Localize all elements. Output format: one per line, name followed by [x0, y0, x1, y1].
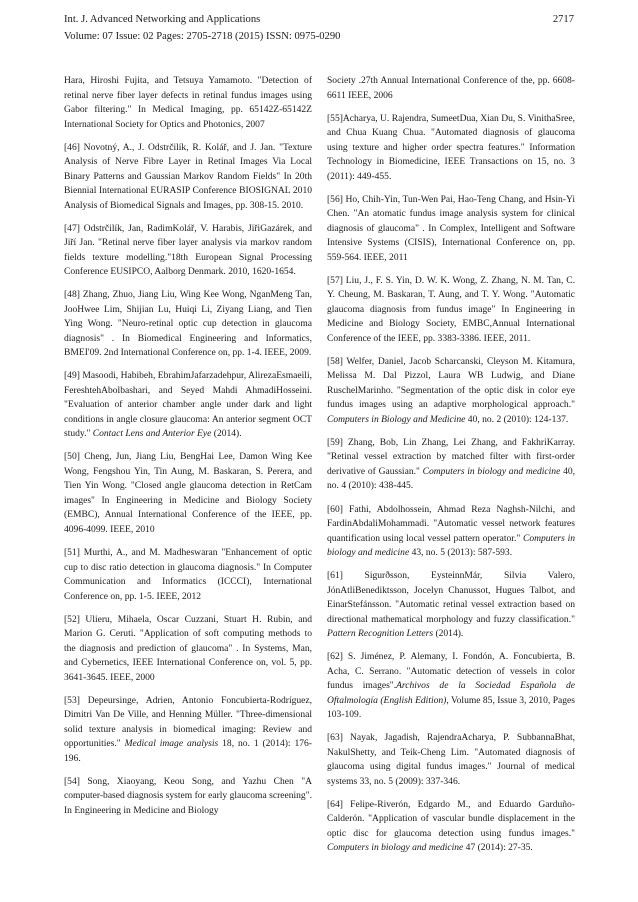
reference-text: 47 (2014): 27-35.: [463, 842, 533, 854]
reference-text: [63] Nayak, Jagadish, RajendraAcharya, P. SubbannaBhat, NakulShetty, and Teik-Cheng Lim. "Automated diagnosis of glaucoma using digital fundus images." Journal of medical systems 33, no. 5 (2009): 337-346.: [327, 732, 575, 787]
reference-text: [53] Depeursinge, Adrien, Antonio Foncubierta-Rodríguez, Dimitri Van De Ville, and Henning Müller. "Three-dimensional solid texture analysis in biomedical imaging: Review and opportunities.": [64, 694, 312, 750]
reference-text: [54] Song, Xiaoyang, Keou Song, and Yazhu Chen "A computer-based diagnosis system for early glaucoma screening". In Engineering in Medicine and Biology: [64, 775, 312, 816]
reference-source-title: Pattern Recognition Letters: [327, 628, 434, 640]
journal-title: Int. J. Advanced Networking and Applications: [64, 14, 261, 25]
reference-entry: [64, 613, 312, 686]
reference-text: Volume 85, Issue 3, 2010, Pages 103-109.: [327, 694, 575, 721]
reference-text: [59] Zhang, Bob, Lin Zhang, Lei Zhang, and FakhriKarray. "Retinal vessel extraction by matched filter with first-order derivative of Gaussian.": [327, 436, 575, 477]
page-header: [64, 12, 574, 45]
reference-text: Society .27th Annual International Conference of the, pp. 6608-6611 IEEE, 2006: [327, 75, 575, 101]
reference-source-title: Archivos de la Sociedad Española de Oftalmología (English Edition),: [327, 680, 575, 706]
reference-text: [56] Ho, Chih-Yin, Tun-Wen Pai, Hao-Teng Chang, and Hsin-Yi Chen. "An atomatic fundus image analysis system for clinical diagnosis of glaucoma" . In Complex, Intelligent and Software Intensive Systems (CISIS), International Conference on, pp. 559-564. IEEE, 2011: [327, 193, 575, 263]
reference-text: [47] Odstrčilík, Jan, RadimKolář, V. Harabis, JiřiGazárek, and Jiří Jan. "Retinal nerve fiber layer analysis via markov random fields texture modelling."18th European Signal Processing Conference EUSIPCO, Aalborg Denmark. 2010, 1620-1654.: [64, 222, 312, 278]
reference-source-title: Contact Lens and Anterior Eye: [92, 428, 212, 440]
reference-text: [61] Sigurðsson, EysteinnMár, Silvia Valero, JónAtliBenediktsson, Jocelyn Chanussot, Hugues Talbot, and EinarStefánsson. "Automatic retinal vessel extraction based on directional mathematical morphology and fuzzy classification.": [327, 570, 575, 625]
reference-entry: [64, 775, 312, 819]
reference-entry: [327, 569, 575, 642]
references-left-column: [64, 74, 312, 827]
reference-text: [64] Felipe-Riverón, Edgardo M., and Eduardo Garduño-Calderón. "Application of vascular bundle displacement in the optic disc for glaucoma detection using fundus images.": [327, 798, 575, 839]
reference-text: [62] S. Jiménez, P. Alemany, I. Fondón, A. Foncubierta, B. Acha, C. Serrano. "Automatic detection of vessels in color fundus images".: [327, 651, 575, 692]
reference-text: (2014).: [433, 628, 464, 640]
reference-entry: [327, 436, 575, 494]
volume-info: Volume: 07 Issue: 02 Pages: 2705-2718 (2015) ISSN: 0975-0290: [64, 30, 341, 42]
reference-entry: [327, 193, 575, 266]
reference-entry: [327, 355, 575, 428]
reference-text: [55]Acharya, U. Rajendra, SumeetDua, Xian Du, S. VinithaSree, and Chua Kuang Chua. "Automated diagnosis of glaucoma using texture and higher order spectra features." Information Technology in Biomedicine, IEEE Transactions on 15, no. 3 (2011): 449-455.: [327, 112, 575, 182]
reference-entry: [327, 650, 575, 723]
reference-text: [60] Fathi, Abdolhossein, Ahmad Reza Naghsh-Nilchi, and FardinAbdaliMohammadi. "Automatic vessel network features quantification using local vessel pattern operator.": [327, 503, 575, 544]
reference-text: [46] Novotný, A., J. Odstrčilík, R. Kolář, and J. Jan. "Texture Analysis of Nerve Fibre Layer in Retinal Images Via Local Binary Patterns and Gaussian Markov Random Fields" In 20th Biennial International EURASIP Conference BIOSIGNAL 2010 Analysis of Biomedical Signals and Images, pp. 308-15. 2010.: [64, 141, 312, 211]
reference-text: [48] Zhang, Zhuo, Jiang Liu, Wing Kee Wong, NganMeng Tan, JooHwee Lim, Shijian Lu, Huiqi Li, Ziyang Liang, and Tien Ying Wong. "Neuro-retinal optic cup detection in glaucoma diagnosis" . In Biomedical Engineering and Informatics, BMEI'09. 2nd International Conference on, pp. 1-4. IEEE, 2009.: [64, 289, 312, 359]
reference-entry: [327, 731, 575, 789]
reference-entry: [64, 288, 312, 361]
reference-entry: [327, 74, 575, 103]
reference-entry: [327, 112, 575, 185]
reference-entry: [327, 274, 575, 347]
reference-entry: [64, 369, 312, 442]
references-right-column: [327, 74, 575, 865]
reference-text: [50] Cheng, Jun, Jiang Liu, BengHai Lee, Damon Wing Kee Wong, Fengshou Yin, Tin Aung, M. Baskaran, S. Perera, and Tien Yin Wong. "Closed angle glaucoma detection in RetCam images" In Engineering in Medicine and Biology Society (EMBC), Annual International Conference of the IEEE, pp. 4096-4099. IEEE, 2010: [64, 451, 312, 535]
page-number: 2717: [552, 14, 574, 25]
reference-text: 40, no. 2 (2010): 124-137.: [465, 413, 569, 425]
reference-text: [58] Welfer, Daniel, Jacob Scharcanski, Cleyson M. Kitamura, Melissa M. Dal Pizzol, Laura WB Ludwig, and Diane RuschelMarinho. "Segmentation of the optic disk in color eye fundus images using an adaptive morphological approach.": [327, 355, 575, 411]
reference-source-title: Medical image analysis: [124, 738, 219, 750]
reference-text: (2014).: [211, 428, 242, 440]
reference-entry: [64, 694, 312, 767]
reference-source-title: Computers in biology and medicine: [327, 532, 575, 559]
reference-source-title: Computers in Biology and Medicine: [327, 413, 466, 425]
reference-entry: [64, 546, 312, 604]
reference-entry: [64, 450, 312, 537]
reference-text: [57] Liu, J., F. S. Yin, D. W. K. Wong, Z. Zhang, N. M. Tan, C. Y. Cheung, M. Baskaran, T. Aung, and T. Y. Wong. "Automatic glaucoma diagnosis from fundus image" In Engineering in Medicine and Biology Society, EMBC,Annual International Conference of the IEEE, pp. 3383-3386. IEEE, 2011.: [327, 274, 575, 344]
reference-entry: [327, 798, 575, 856]
reference-text: 40, no. 4 (2010): 438-445.: [327, 465, 575, 492]
reference-entry: [327, 503, 575, 561]
reference-text: 43, no. 5 (2013): 587-593.: [409, 547, 513, 559]
reference-text: [52] Ulieru, Mihaela, Oscar Cuzzani, Stuart H. Rubin, and Marion G. Ceruti. "Application of soft computing methods to the diagnosis and prediction of glaucoma" . In Systems, Man, and Cybernetics, IEEE International Conference on, vol. 5, pp. 3641-3645. IEEE, 2000: [64, 613, 312, 683]
reference-entry: [64, 141, 312, 214]
reference-text: [51] Murthi, A., and M. Madheswaran "Enhancement of optic cup to disc ratio detection in glaucoma diagnosis." In Computer Communication and Informatics (ICCCI), International Conference on, pp. 1-5. IEEE, 2012: [64, 547, 312, 602]
reference-text: 18, no. 1 (2014): 176-196.: [64, 738, 312, 764]
reference-source-title: Computers in biology and medicine: [422, 465, 561, 477]
reference-entry: [64, 222, 312, 280]
reference-text: [49] Masoodi, Habibeh, EbrahimJafarzadehpur, AlirezaEsmaeili, FereshtehAbolbashari, and Seyed Mahdi AhmadiHosseini. "Evaluation of anterior chamber angle under dark and light conditions in angle closure glaucoma: An anterior segment OCT study.": [64, 370, 312, 440]
reference-source-title: Computers in biology and medicine: [327, 842, 464, 854]
reference-text: Hara, Hiroshi Fujita, and Tetsuya Yamamoto. "Detection of retinal nerve fiber layer defects in retinal fundus images using Gabor filtering." In Medical Imaging, pp. 65142Z-65142Z International Society for Optics and Photonics, 2007: [64, 75, 312, 130]
reference-entry: [64, 74, 312, 132]
